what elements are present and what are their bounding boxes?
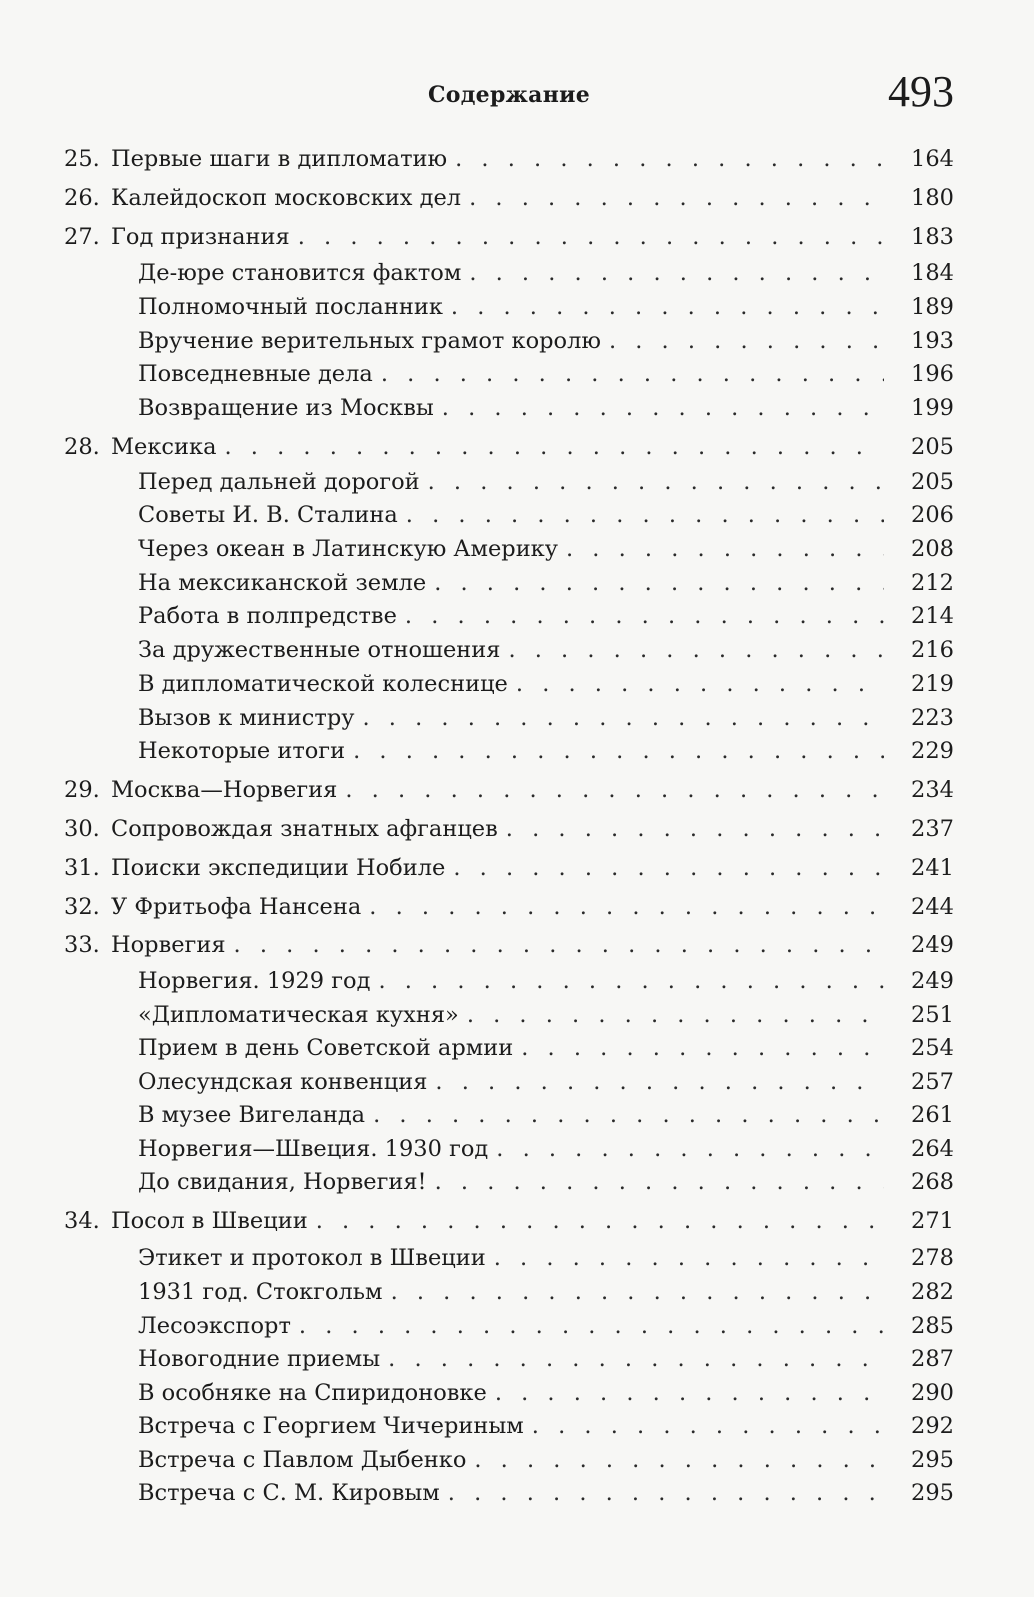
- toc-entry-title: Лесоэкспорт: [138, 1313, 291, 1339]
- dot-leader: [369, 890, 884, 924]
- toc-entry-title: Норвегия. 1929 год: [138, 968, 371, 994]
- toc-entry-number: 34.: [64, 1208, 100, 1234]
- toc-subentry: [64, 1065, 954, 1099]
- toc-subentry: [64, 1376, 954, 1410]
- toc-entry-title: Олесундская конвенция: [138, 1069, 428, 1095]
- toc-entry-page: 278: [911, 1245, 954, 1271]
- toc-entry-title: Вручение верительных грамот королю: [138, 328, 601, 354]
- toc-entry-title: Возвращение из Москвы: [138, 395, 434, 421]
- dot-leader: [496, 1132, 884, 1166]
- toc-entry-page: 237: [911, 816, 954, 842]
- dot-leader: [467, 998, 884, 1032]
- toc-entry-number: 27.: [64, 224, 100, 250]
- dot-leader: [353, 734, 884, 768]
- toc-entry: [64, 812, 954, 846]
- toc-entry-page: 244: [911, 894, 954, 920]
- toc-entry-page: 234: [911, 777, 954, 803]
- toc-entry-page: 249: [911, 968, 954, 994]
- dot-leader: [506, 812, 884, 846]
- page-title: Содержание: [427, 82, 591, 108]
- toc-entry-title: На мексиканской земле: [138, 570, 427, 596]
- dot-leader: [521, 1031, 884, 1065]
- toc-entry-title: Через океан в Латинскую Америку: [138, 536, 558, 562]
- toc-entry-page: 249: [911, 932, 954, 958]
- dot-leader: [391, 1275, 884, 1309]
- toc-entry: [64, 430, 954, 464]
- toc-entry-page: 193: [911, 328, 954, 354]
- toc-entry-title: За дружественные отношения: [138, 637, 501, 663]
- dot-leader: [609, 324, 884, 358]
- toc-entry-page: 180: [911, 185, 954, 211]
- toc-entry-number: 25.: [64, 146, 100, 172]
- toc-entry-page: 271: [911, 1208, 954, 1234]
- running-header: [64, 64, 954, 124]
- toc-entry-title: Перед дальней дорогой: [138, 469, 420, 495]
- toc-entry-title: Вызов к министру: [138, 705, 355, 731]
- dot-leader: [362, 701, 884, 735]
- dot-leader: [373, 1098, 884, 1132]
- dot-leader: [428, 465, 884, 499]
- dot-leader: [469, 256, 884, 290]
- page-number: 493: [888, 67, 954, 116]
- toc-entry-page: 189: [911, 294, 954, 320]
- toc-entry-title: Калейдоскоп московских дел: [111, 185, 462, 211]
- toc-entry: [64, 142, 954, 176]
- dot-leader: [455, 142, 884, 176]
- toc-entry-number: 26.: [64, 185, 100, 211]
- toc-entry-page: 251: [911, 1002, 954, 1028]
- toc-entry-page: 292: [911, 1413, 954, 1439]
- toc-subentry: [64, 566, 954, 600]
- toc-entry-page: 212: [911, 570, 954, 596]
- toc-entry-title: Норвегия: [111, 932, 226, 958]
- dot-leader: [453, 851, 884, 885]
- toc-entry-title: Норвегия—Швеция. 1930 год: [138, 1136, 489, 1162]
- toc-entry-page: 287: [911, 1346, 954, 1372]
- toc-entry-title: Де-юре становится фактом: [138, 260, 462, 286]
- toc-entry-page: 206: [911, 502, 954, 528]
- dot-leader: [495, 1376, 884, 1410]
- dot-leader: [508, 633, 884, 667]
- toc-subentry: [64, 1165, 954, 1199]
- dot-leader: [345, 773, 884, 807]
- toc-entry-title: Встреча с С. М. Кировым: [138, 1480, 440, 1506]
- dot-leader: [225, 430, 885, 464]
- toc-subentry: [64, 1476, 954, 1510]
- toc-entry-page: 199: [911, 395, 954, 421]
- dot-leader: [405, 599, 884, 633]
- toc-entry-page: 241: [911, 855, 954, 881]
- toc-entry-page: 164: [911, 146, 954, 172]
- toc-entry-page: 257: [911, 1069, 954, 1095]
- toc-entry-title: У Фритьофа Нансена: [111, 894, 362, 920]
- toc-entry-title: Посол в Швеции: [111, 1208, 308, 1234]
- toc-entry-title: Новогодние приемы: [138, 1346, 381, 1372]
- dot-leader: [451, 290, 884, 324]
- toc-entry-title: Советы И. В. Сталина: [138, 502, 398, 528]
- toc-subentry: [64, 465, 954, 499]
- toc-entry-title: Первые шаги в дипломатию: [111, 146, 448, 172]
- toc-entry-page: 205: [911, 434, 954, 460]
- toc-subentry: [64, 256, 954, 290]
- toc-subentry: [64, 701, 954, 735]
- toc-entry-page: 282: [911, 1279, 954, 1305]
- toc-entry: [64, 773, 954, 807]
- toc-subentry: [64, 1275, 954, 1309]
- toc-entry-page: 216: [911, 637, 954, 663]
- toc-entry-title: Этикет и протокол в Швеции: [138, 1245, 486, 1271]
- toc-entry-page: 196: [911, 361, 954, 387]
- toc-entry-title: Прием в день Советской армии: [138, 1035, 514, 1061]
- toc-subentry: [64, 1132, 954, 1166]
- toc-entry-page: 219: [911, 671, 954, 697]
- dot-leader: [566, 532, 884, 566]
- toc-entry: [64, 220, 954, 254]
- dot-leader: [435, 1065, 884, 1099]
- toc-entry-number: 31.: [64, 855, 100, 881]
- toc-entry-page: 184: [911, 260, 954, 286]
- toc-subentry: [64, 324, 954, 358]
- toc-entry-title: Москва—Норвегия: [111, 777, 338, 803]
- toc-subentry: [64, 498, 954, 532]
- toc-entry-page: 290: [911, 1380, 954, 1406]
- dot-leader: [442, 391, 884, 425]
- toc-subentry: [64, 964, 954, 998]
- dot-leader: [469, 181, 884, 215]
- toc-entry-number: 28.: [64, 434, 100, 460]
- dot-leader: [381, 357, 884, 391]
- toc-subentry: [64, 1241, 954, 1275]
- toc-subentry: [64, 357, 954, 391]
- toc-entry-title: Встреча с Павлом Дыбенко: [138, 1447, 467, 1473]
- toc-entry-title: Поиски экспедиции Нобиле: [111, 855, 446, 881]
- toc-entry-title: Встреча с Георгием Чичериным: [138, 1413, 524, 1439]
- toc-entry-title: Некоторые итоги: [138, 738, 346, 764]
- toc-entry-page: 295: [911, 1480, 954, 1506]
- toc-entry-page: 268: [911, 1169, 954, 1195]
- dot-leader: [234, 928, 884, 962]
- toc-entry-page: 183: [911, 224, 954, 250]
- toc-entry-page: 261: [911, 1102, 954, 1128]
- dot-leader: [435, 1165, 884, 1199]
- dot-leader: [516, 667, 884, 701]
- dot-leader: [448, 1476, 884, 1510]
- toc-subentry: [64, 1409, 954, 1443]
- toc-entry-number: 33.: [64, 932, 100, 958]
- toc-entry-title: В особняке на Спиридоновке: [138, 1380, 487, 1406]
- dot-leader: [378, 964, 884, 998]
- toc-entry-title: Повседневные дела: [138, 361, 373, 387]
- toc-entry-title: «Дипломатическая кухня»: [138, 1002, 459, 1028]
- toc-entry-page: 223: [911, 705, 954, 731]
- dot-leader: [298, 220, 884, 254]
- toc-subentry: [64, 1098, 954, 1132]
- toc-subentry: [64, 633, 954, 667]
- toc-entry: [64, 890, 954, 924]
- toc-subentry: [64, 290, 954, 324]
- toc-subentry: [64, 1342, 954, 1376]
- toc-entry-title: Год признания: [111, 224, 290, 250]
- toc-entry-title: Мексика: [111, 434, 217, 460]
- toc-entry-title: Полномочный посланник: [138, 294, 443, 320]
- toc-entry: [64, 851, 954, 885]
- dot-leader: [316, 1204, 884, 1238]
- toc-subentry: [64, 998, 954, 1032]
- toc-subentry: [64, 391, 954, 425]
- toc-entry-number: 30.: [64, 816, 100, 842]
- toc-subentry: [64, 1031, 954, 1065]
- toc-entry-page: 295: [911, 1447, 954, 1473]
- toc-entry-page: 208: [911, 536, 954, 562]
- toc-entry-page: 285: [911, 1313, 954, 1339]
- toc-entry: [64, 928, 954, 962]
- toc-entry: [64, 1204, 954, 1238]
- toc-entry-number: 32.: [64, 894, 100, 920]
- toc-entry-page: 229: [911, 738, 954, 764]
- toc-entry-number: 29.: [64, 777, 100, 803]
- toc-subentry: [64, 734, 954, 768]
- toc-entry-page: 254: [911, 1035, 954, 1061]
- toc-entry: [64, 181, 954, 215]
- toc-subentry: [64, 1443, 954, 1477]
- dot-leader: [532, 1409, 884, 1443]
- toc-subentry: [64, 1309, 954, 1343]
- toc-entry-title: В музее Вигеланда: [138, 1102, 366, 1128]
- toc-subentry: [64, 599, 954, 633]
- dot-leader: [388, 1342, 884, 1376]
- toc-entry-page: 214: [911, 603, 954, 629]
- toc-entry-title: В дипломатической колеснице: [138, 671, 508, 697]
- dot-leader: [299, 1309, 884, 1343]
- toc-entry-title: 1931 год. Стокгольм: [138, 1279, 383, 1305]
- toc-entry-page: 205: [911, 469, 954, 495]
- dot-leader: [474, 1443, 884, 1477]
- toc-subentry: [64, 532, 954, 566]
- toc-entry-page: 264: [911, 1136, 954, 1162]
- dot-leader: [406, 498, 884, 532]
- toc-entry-title: До свидания, Норвегия!: [138, 1169, 427, 1195]
- toc-entry-title: Работа в полпредстве: [138, 603, 397, 629]
- dot-leader: [494, 1241, 884, 1275]
- toc-entry-title: Сопровождая знатных афганцев: [111, 816, 498, 842]
- toc-subentry: [64, 667, 954, 701]
- dot-leader: [434, 566, 884, 600]
